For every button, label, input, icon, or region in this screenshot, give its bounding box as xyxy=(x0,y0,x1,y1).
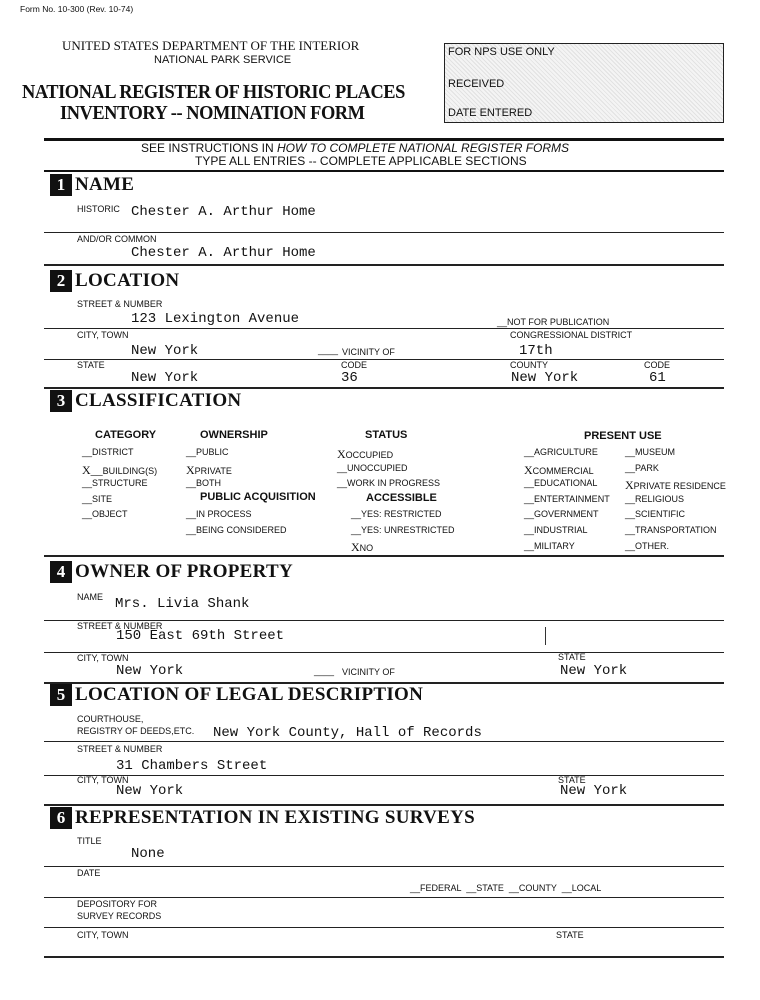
check-mark: __ xyxy=(625,525,636,535)
section-1-heading xyxy=(50,174,134,196)
checkbox-use2[interactable] xyxy=(625,526,717,535)
code-label: CODE xyxy=(341,360,368,370)
instructions-title: HOW TO COMPLETE NATIONAL REGISTER FORMS xyxy=(277,141,570,155)
date-entered-label: DATE ENTERED xyxy=(448,107,533,119)
checkbox-ownership[interactable] xyxy=(186,448,229,457)
city-field[interactable]: New York xyxy=(131,343,199,359)
not-for-publication[interactable]: __NOT FOR PUBLICATION xyxy=(497,317,610,327)
check-mark: __ xyxy=(82,447,93,457)
section-number: 2 xyxy=(50,270,72,292)
checkbox-label: WORK IN PROGRESS xyxy=(347,478,441,489)
department: UNITED STATES DEPARTMENT OF THE INTERIOR xyxy=(62,38,360,53)
divider xyxy=(44,264,724,266)
survey-title-label: TITLE xyxy=(77,836,102,846)
divider xyxy=(44,359,724,360)
vicinity-blank[interactable]: ____ xyxy=(318,345,339,355)
city-label: CITY, TOWN xyxy=(77,653,129,663)
owner-name-field[interactable]: Mrs. Livia Shank xyxy=(115,596,250,612)
registry-label: REGISTRY OF DEEDS,ETC. xyxy=(77,726,195,736)
checkbox-use2[interactable] xyxy=(625,495,684,504)
checkbox-label: PUBLIC xyxy=(196,447,229,457)
section-number: 3 xyxy=(50,390,72,412)
form-title-line2: INVENTORY -- NOMINATION FORM xyxy=(60,102,365,124)
divider xyxy=(44,387,724,389)
divider xyxy=(44,927,724,928)
check-mark: X xyxy=(524,462,533,477)
check-mark: __ xyxy=(524,447,535,457)
section-3-heading xyxy=(50,390,241,412)
checkbox-use2[interactable] xyxy=(625,542,669,551)
registry-field[interactable]: New York County, Hall of Records xyxy=(213,725,482,741)
checkbox-use2[interactable] xyxy=(625,510,685,519)
checkbox-label: ENTERTAINMENT xyxy=(534,493,610,504)
state-label: STATE xyxy=(558,652,586,662)
section-title: LOCATION OF LEGAL DESCRIPTION xyxy=(75,684,424,705)
survey-title-field[interactable]: None xyxy=(131,846,165,862)
checkbox-label: NO xyxy=(359,543,374,554)
divider xyxy=(44,741,724,742)
divider xyxy=(44,170,724,172)
legal-street-field[interactable]: 31 Chambers Street xyxy=(116,758,268,774)
checkbox-label: STRUCTURE xyxy=(92,478,148,489)
section-title: OWNER OF PROPERTY xyxy=(75,561,294,582)
divider xyxy=(44,652,724,653)
code-field[interactable]: 36 xyxy=(341,370,358,386)
checkbox-label: BOTH xyxy=(196,478,222,489)
check-mark: __ xyxy=(186,509,197,519)
checkbox-ownership[interactable] xyxy=(186,479,221,488)
historic-label: HISTORIC xyxy=(77,204,120,214)
nps-use-only-box xyxy=(444,43,724,123)
checkbox-label: BUILDING(S) xyxy=(102,465,158,476)
legal-state-field[interactable]: New York xyxy=(560,783,628,799)
checkbox-use1[interactable] xyxy=(524,510,599,519)
section-number: 4 xyxy=(50,561,72,583)
checkbox-label: AGRICULTURE xyxy=(534,447,598,457)
check-mark: __ xyxy=(625,540,636,551)
check-mark: X xyxy=(337,447,346,461)
vicinity-blank[interactable]: ____ xyxy=(314,666,335,676)
checkbox-label: PARK xyxy=(635,462,659,473)
public-acquisition-heading: PUBLIC ACQUISITION xyxy=(200,491,316,503)
section-title: LOCATION xyxy=(75,270,180,291)
instructions-line2: TYPE ALL ENTRIES -- COMPLETE APPLICABLE SECTIONS xyxy=(195,154,527,168)
status-heading: STATUS xyxy=(365,429,408,441)
common-label: AND/OR COMMON xyxy=(77,234,157,244)
depository-label: DEPOSITORY FOR xyxy=(77,899,158,909)
section-title: CLASSIFICATION xyxy=(75,390,242,411)
vicinity-label: VICINITY OF xyxy=(342,347,395,357)
vicinity-label: VICINITY OF xyxy=(342,667,395,677)
check-mark: X xyxy=(625,478,634,493)
checkbox-acquisition[interactable] xyxy=(186,526,287,535)
section-4-heading xyxy=(50,561,293,583)
checkbox-use1[interactable] xyxy=(524,495,610,504)
divider xyxy=(44,328,724,329)
checkbox-use1[interactable] xyxy=(524,542,575,551)
check-mark: __ xyxy=(524,478,535,489)
checkbox-label: IN PROCESS xyxy=(196,509,252,519)
divider xyxy=(44,804,724,806)
check-mark: __ xyxy=(82,509,93,520)
checkbox-label: MUSEUM xyxy=(635,447,676,457)
checkbox-label: TRANSPORTATION xyxy=(635,525,717,535)
congressional-district-label: CONGRESSIONAL DISTRICT xyxy=(510,330,633,340)
check-mark: __ xyxy=(351,509,362,519)
checkbox-label: COMMERCIAL xyxy=(532,465,594,476)
category-heading: CATEGORY xyxy=(95,429,157,441)
check-mark: __ xyxy=(82,493,93,504)
checkbox-label: PRIVATE RESIDENCE xyxy=(633,481,726,492)
section-2-heading xyxy=(50,270,179,292)
checkbox-label: INDUSTRIAL xyxy=(534,525,588,535)
checkbox-use1[interactable] xyxy=(524,448,598,457)
common-name-field[interactable]: Chester A. Arthur Home xyxy=(131,245,316,261)
check-mark: __ xyxy=(625,447,636,457)
checkbox-label: OTHER. xyxy=(635,540,670,551)
check-mark: __ xyxy=(186,447,197,457)
owner-name-label: NAME xyxy=(77,592,104,602)
depository-label-2: SURVEY RECORDS xyxy=(77,911,162,921)
checkbox-use1[interactable] xyxy=(524,479,597,488)
form-title-line1: NATIONAL REGISTER OF HISTORIC PLACES xyxy=(22,81,405,103)
nps-title: FOR NPS USE ONLY xyxy=(448,46,555,58)
checkbox-status[interactable] xyxy=(337,479,440,488)
street-label: STREET & NUMBER xyxy=(77,621,163,631)
section-6-heading xyxy=(50,807,475,829)
divider xyxy=(44,232,724,233)
section-5-heading xyxy=(50,684,423,706)
check-mark: __ xyxy=(524,525,535,535)
divider xyxy=(44,555,724,557)
check-mark: __ xyxy=(625,462,636,473)
survey-level-options[interactable]: __FEDERAL __STATE __COUNTY __LOCAL xyxy=(410,883,602,893)
checkbox-label: UNOCCUPIED xyxy=(347,462,408,473)
section-title: NAME xyxy=(75,174,135,195)
check-mark: __ xyxy=(337,462,348,473)
county-code-field[interactable]: 61 xyxy=(649,370,666,386)
check-mark: X xyxy=(351,540,360,555)
instructions-text: SEE INSTRUCTIONS IN xyxy=(141,141,278,155)
checkbox-category[interactable] xyxy=(82,510,128,519)
check-mark: __ xyxy=(186,478,197,489)
checkbox-use1[interactable] xyxy=(524,464,594,476)
owner-city-field[interactable]: New York xyxy=(116,663,184,679)
state-label: STATE xyxy=(558,775,586,785)
checkbox-status[interactable] xyxy=(337,448,393,460)
divider xyxy=(44,897,724,898)
check-mark: __ xyxy=(524,493,535,504)
city-label: CITY, TOWN xyxy=(77,930,129,940)
owner-street-field[interactable]: 150 East 69th Street xyxy=(116,628,285,644)
check-mark: __ xyxy=(82,478,93,489)
checkbox-label: BEING CONSIDERED xyxy=(196,524,287,535)
street-field[interactable]: 123 Lexington Avenue xyxy=(131,311,300,327)
checkbox-label: EDUCATIONAL xyxy=(534,478,598,489)
check-mark: __ xyxy=(524,509,535,520)
checkbox-use2[interactable] xyxy=(625,448,675,457)
checkbox-label: SITE xyxy=(92,493,113,504)
county-label: COUNTY xyxy=(510,360,548,370)
checkbox-use1[interactable] xyxy=(524,526,588,535)
check-mark: X xyxy=(186,462,195,477)
city-label: CITY, TOWN xyxy=(77,330,129,340)
checkbox-label: OCCUPIED xyxy=(345,450,394,460)
checkbox-accessible[interactable] xyxy=(351,526,455,535)
checkbox-category[interactable] xyxy=(82,448,134,457)
checkbox-accessible[interactable] xyxy=(351,541,373,553)
checkbox-acquisition[interactable] xyxy=(186,510,252,519)
section-number: 1 xyxy=(50,174,72,196)
accessible-heading: ACCESSIBLE xyxy=(366,492,437,504)
text-cursor xyxy=(545,627,546,645)
checkbox-label: YES: RESTRICTED xyxy=(361,509,442,519)
checkbox-category[interactable] xyxy=(82,479,148,488)
street-label: STREET & NUMBER xyxy=(77,744,163,754)
check-mark: __ xyxy=(351,524,362,535)
checkbox-label: SCIENTIFIC xyxy=(635,509,686,520)
check-mark: __ xyxy=(524,540,535,551)
checkbox-ownership[interactable] xyxy=(186,464,232,476)
divider xyxy=(44,775,724,776)
check-mark: __ xyxy=(625,509,636,520)
checkbox-label: RELIGIOUS xyxy=(635,493,685,504)
date-label: DATE xyxy=(77,868,101,878)
checkbox-category[interactable] xyxy=(82,495,112,504)
street-label: STREET & NUMBER xyxy=(77,299,163,309)
owner-state-field[interactable]: New York xyxy=(560,663,628,679)
checkbox-use2[interactable] xyxy=(625,479,726,491)
state-label: STATE xyxy=(556,930,584,940)
check-mark: __ xyxy=(186,524,197,535)
checkbox-label: DISTRICT xyxy=(92,447,134,457)
county-code-label: CODE xyxy=(644,360,671,370)
checkbox-label: YES: UNRESTRICTED xyxy=(361,524,455,535)
courthouse-label: COURTHOUSE, xyxy=(77,714,144,724)
checkbox-status[interactable] xyxy=(337,464,408,473)
present-use-heading: PRESENT USE xyxy=(584,430,662,442)
section-title: REPRESENTATION IN EXISTING SURVEYS xyxy=(75,807,476,828)
checkbox-use2[interactable] xyxy=(625,464,659,473)
check-mark: X__ xyxy=(82,462,103,477)
city-label: CITY, TOWN xyxy=(77,775,129,785)
county-field[interactable]: New York xyxy=(511,370,579,386)
checkbox-label: MILITARY xyxy=(534,540,575,551)
check-mark: __ xyxy=(625,493,636,504)
checkbox-label: GOVERNMENT xyxy=(534,509,599,520)
ownership-heading: OWNERSHIP xyxy=(200,429,268,441)
checkbox-label: OBJECT xyxy=(92,509,128,520)
divider xyxy=(44,866,724,867)
section-number: 5 xyxy=(50,684,72,706)
check-mark: __ xyxy=(337,478,348,489)
divider xyxy=(44,956,724,958)
congressional-district-field[interactable]: 17th xyxy=(519,343,553,359)
agency: NATIONAL PARK SERVICE xyxy=(154,54,292,66)
state-field[interactable]: New York xyxy=(131,370,199,386)
historic-name-field[interactable]: Chester A. Arthur Home xyxy=(131,204,316,220)
form-number: Form No. 10-300 (Rev. 10-74) xyxy=(20,4,134,14)
instructions-line1 xyxy=(141,142,569,154)
state-label: STATE xyxy=(77,360,105,370)
checkbox-accessible[interactable] xyxy=(351,510,442,519)
legal-city-field[interactable]: New York xyxy=(116,783,184,799)
checkbox-category[interactable] xyxy=(82,464,157,476)
checkbox-label: PRIVATE xyxy=(194,465,232,476)
received-label: RECEIVED xyxy=(448,78,505,90)
section-number: 6 xyxy=(50,807,72,829)
